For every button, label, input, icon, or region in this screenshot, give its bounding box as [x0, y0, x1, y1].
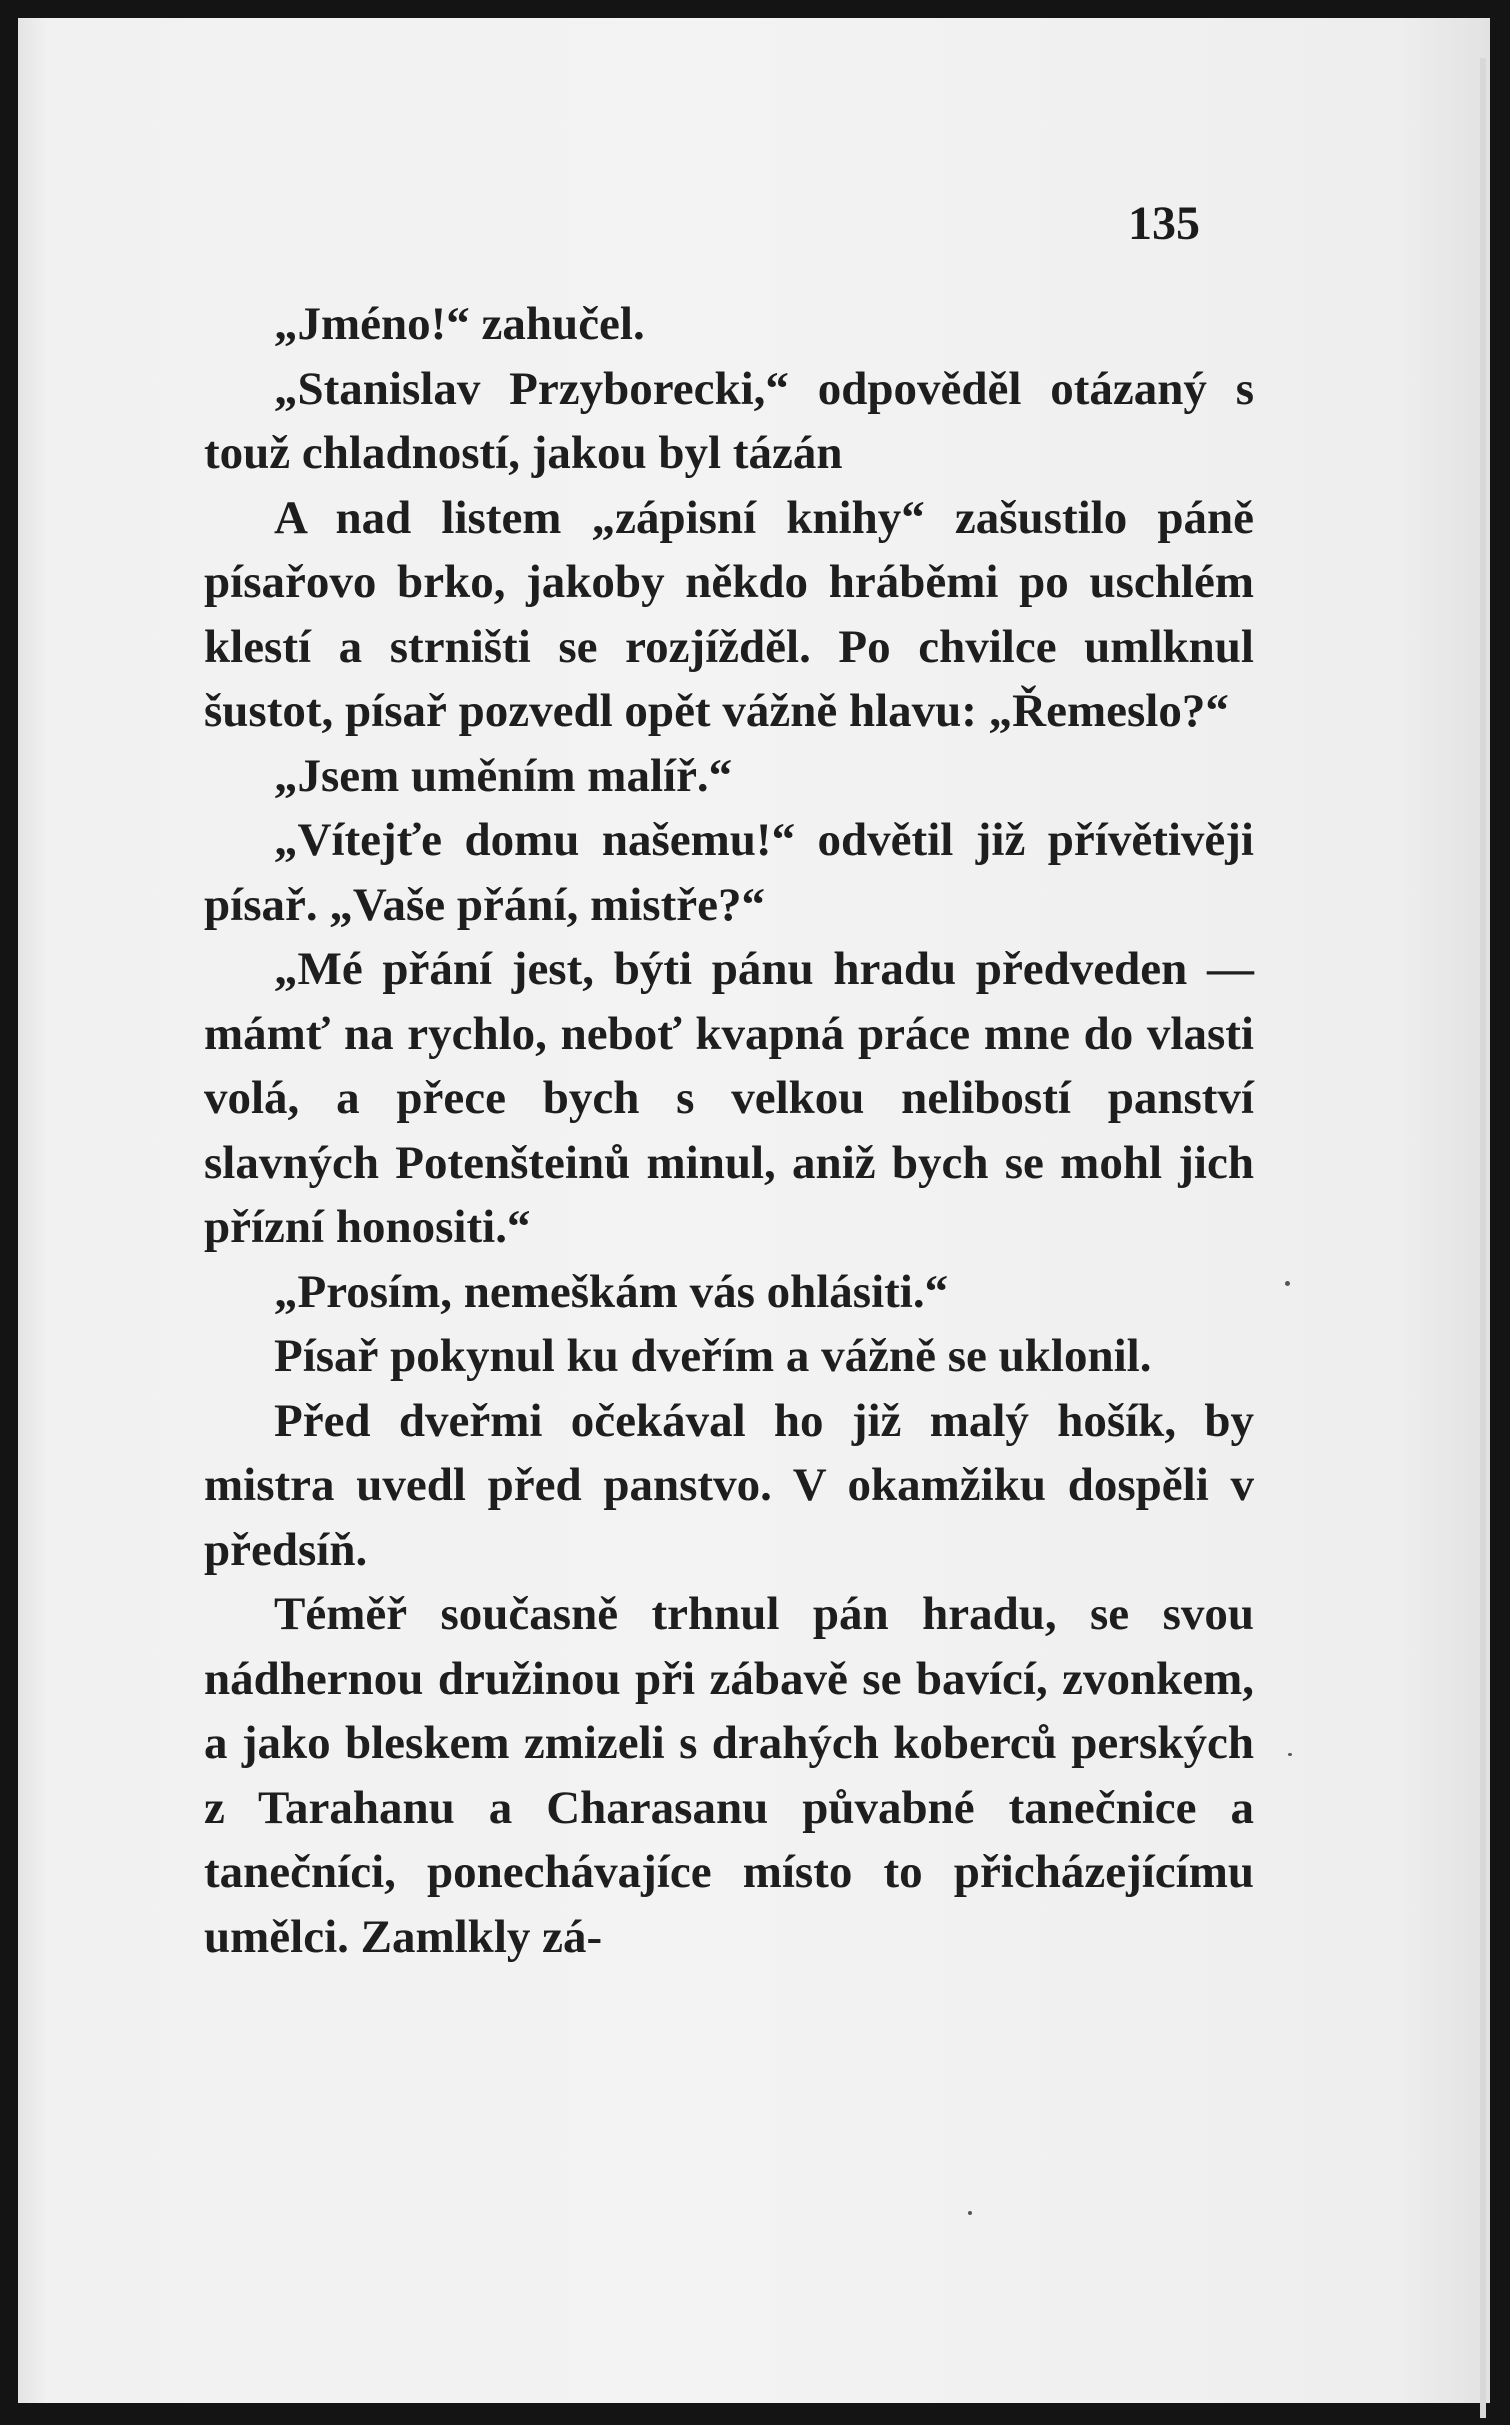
paragraph: Písař pokynul ku dveřím a vážně se uklonil. — [274, 1330, 1152, 1382]
paragraph: Před dveřmi očekával ho již malý hošík, by mistra uvedl před panstvo. V okamžiku dospěli v předsíň. — [204, 1394, 1254, 1576]
ink-speck — [1285, 1281, 1290, 1286]
page-edge-strip — [1480, 58, 1486, 2418]
paragraph: „Prosím, nemeškám vás ohlásiti.“ — [274, 1265, 949, 1318]
ink-speck — [1288, 1753, 1292, 1756]
paragraph: „Jsem uměním malíř.“ — [274, 749, 733, 802]
paragraph: „Mé přání jest, býti pánu hradu předveden — mámť na rychlo, neboť kvapná práce mne do vlasti volá, a přece bych s velkou nelibostí panství slavných Potenšteinů minul, aniž bych se mohl jich přízní honositi.“ — [204, 943, 1254, 1253]
page-text — [204, 292, 1254, 1969]
paragraph: A nad listem „zápisní knihy“ zašustilo páně písařovo brko, jakoby někdo hráběmi po uschlém klestí a strništi se rozjížděl. Po chvilce umlknul šustot, písař pozvedl opět vážně hlavu: „Řemeslo?“ — [204, 491, 1254, 737]
paragraph: „Stanislav Przyborecki,“ odpověděl otázaný s touž chladností, jakou byl tázán — [204, 362, 1254, 479]
paragraph: Téměř současně trhnul pán hradu, se svou nádhernou družinou při zábavě se bavící, zvonkem, a jako bleskem zmizeli s drahých koberců perských z Tarahanu a Charasanu půvabné tanečnice a tanečníci, ponechávajíce místo to přicházejícímu umělci. Zamlkly zá- — [204, 1588, 1254, 1963]
ink-speck — [968, 2211, 972, 2215]
page-number: 135 — [1128, 197, 1200, 250]
paragraph: „Vítejťe domu našemu!“ odvětil již přívětivěji písař. „Vaše přání, mistře?“ — [204, 814, 1254, 931]
paragraph: „Jméno!“ zahučel. — [274, 298, 645, 350]
